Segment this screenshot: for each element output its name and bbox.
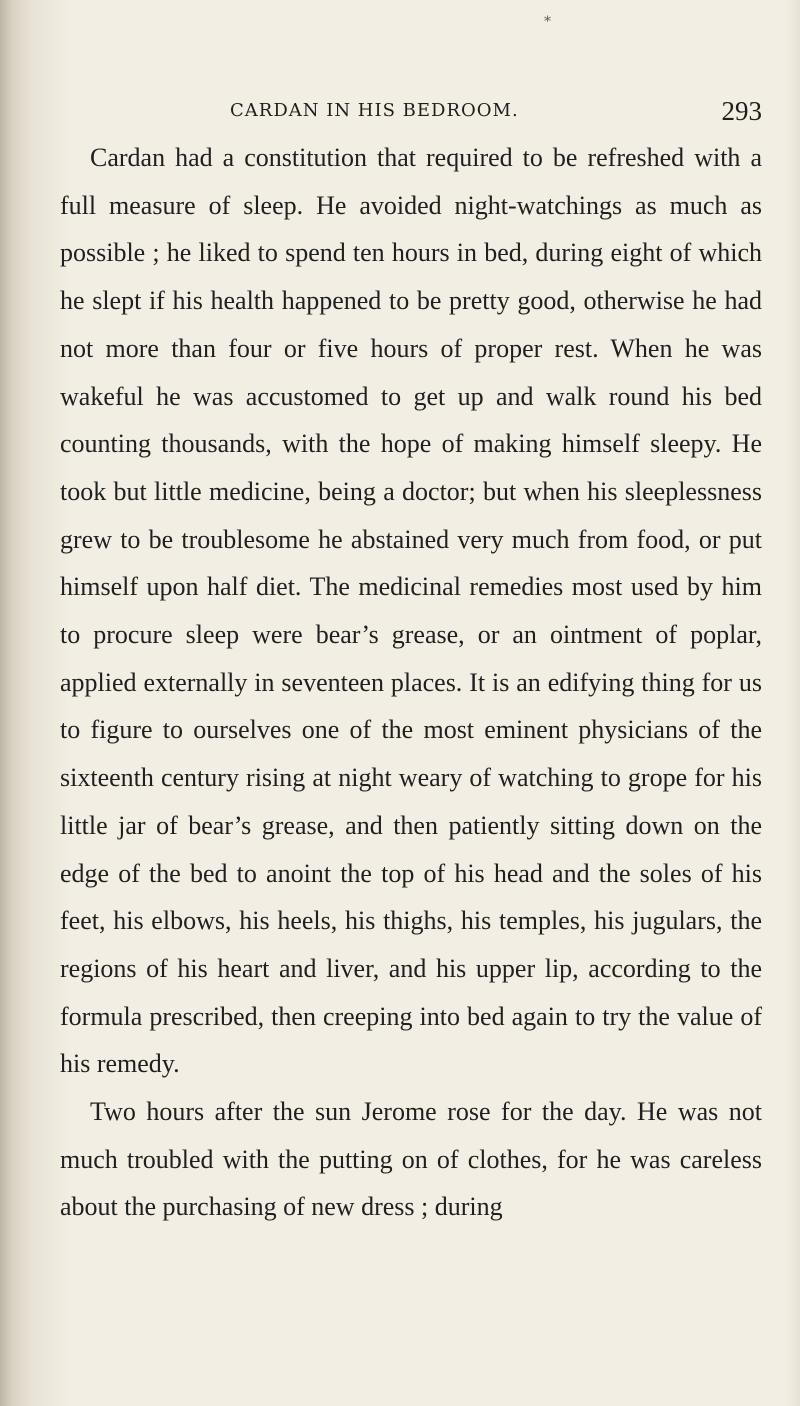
printer-ornament: * — [544, 14, 551, 30]
paragraph: Cardan had a constitution that required to be refreshed with a full measure of sleep. He avoided night-watchings as much as possible ; he liked to spend ten hours in bed, during eight of which he slept if his health happened to be pretty good, otherwise he had not more than four or five hours of proper rest. When he was wakeful he was accustomed to get up and walk round his bed counting thousands, with the hope of making himself sleepy. He took but little medicine, being a doctor; but when his sleeplessness grew to be troublesome he abstained very much from food, or put himself upon half diet. The medicinal remedies most used by him to procure sleep were bear’s grease, or an ointment of poplar, applied externally in seventeen places. It is an edifying thing for us to figure to ourselves one of the most eminent physicians of the sixteenth century rising at night weary of watching to grope for his little jar of bear’s grease, and then patiently sitting down on the edge of the bed to anoint the top of his head and the soles of his feet, his elbows, his heels, his thighs, his temples, his jugulars, the regions of his heart and liver, and his upper lip, according to the formula prescribed, then creeping into bed again to try the value of his remedy. — [60, 143, 762, 1079]
body-text — [60, 134, 762, 1231]
page-edge — [786, 0, 800, 1406]
page-number: 293 — [721, 96, 762, 126]
paragraph: Two hours after the sun Jerome rose for the day. He was not much troubled with the putting on of clothes, for he was careless about the purchasing of new dress ; during — [60, 1097, 762, 1222]
running-head: CARDAN IN HIS BEDROOM. — [230, 100, 519, 121]
